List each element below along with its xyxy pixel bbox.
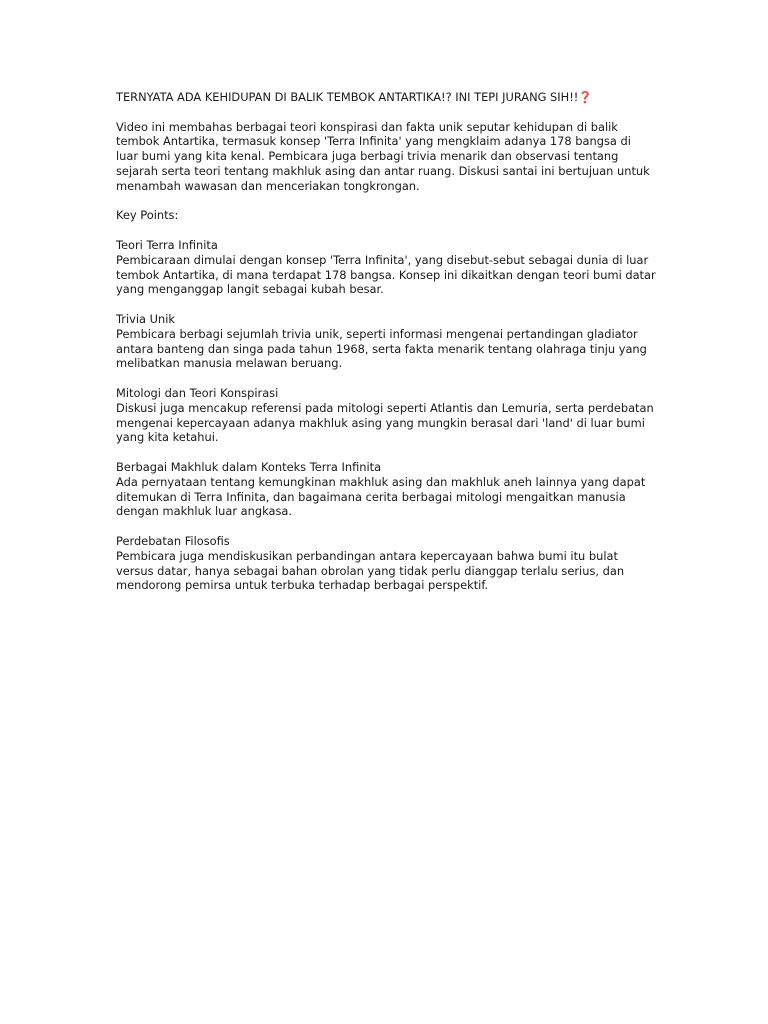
- section-title: Berbagai Makhluk dalam Konteks Terra Infinita: [116, 459, 382, 474]
- section-mitologi: [116, 386, 656, 445]
- key-points-label: Key Points:: [116, 208, 179, 223]
- section-trivia-unik: [116, 312, 656, 371]
- section-title: Perdebatan Filosofis: [116, 533, 230, 548]
- section-body: Pembicaraan dimulai dengan konsep 'Terra Infinita', yang disebut-sebut sebagai dunia di luar tembok Antartika, di mana terdapat 178 bangsa. Konsep ini dikaitkan dengan teori bumi datar yang menganggap langit sebagai kubah besar.: [116, 252, 656, 297]
- section-title: Trivia Unik: [116, 311, 175, 326]
- document-intro: Video ini membahas berbagai teori konspirasi dan fakta unik seputar kehidupan di balik tembok Antartika, termasuk konsep 'Terra Infinita' yang mengklaim adanya 178 bangsa di luar bumi yang kita kenal. Pembicara juga berbagi trivia menarik dan observasi tentang sejarah serta teori tentang makhluk asing dan antar ruang. Diskusi santai ini bertujuan untuk menambah wawasan dan menceriakan tongkrongan.: [116, 119, 650, 193]
- section-terra-infinita: [116, 238, 656, 297]
- document-content: [116, 90, 656, 608]
- section-body: Diskusi juga mencakup referensi pada mitologi seperti Atlantis dan Lemuria, serta perdebatan mengenai kepercayaan adanya makhluk asing yang mungkin berasal dari 'land' di luar bumi yang kita ketahui.: [116, 400, 654, 445]
- section-body: Pembicara berbagi sejumlah trivia unik, seperti informasi mengenai pertandingan gladiator antara banteng dan singa pada tahun 1968, serta fakta menarik tentang olahraga tinju yang melibatkan manusia melawan beruang.: [116, 326, 647, 371]
- section-title: Teori Terra Infinita: [116, 237, 218, 252]
- section-body: Pembicara juga mendiskusikan perbandingan antara kepercayaan bahwa bumi itu bulat versus datar, hanya sebagai bahan obrolan yang tidak perlu dianggap terlalu serius, dan mendorong pemirsa untuk terbuka terhadap berbagai perspektif.: [116, 548, 625, 593]
- section-perdebatan: [116, 534, 656, 593]
- document-title: TERNYATA ADA KEHIDUPAN DI BALIK TEMBOK ANTARTIKA!? INI TEPI JURANG SIH!!❓: [116, 90, 593, 104]
- section-title: Mitologi dan Teori Konspirasi: [116, 385, 279, 400]
- section-body: Ada pernyataan tentang kemungkinan makhluk asing dan makhluk aneh lainnya yang dapat ditemukan di Terra Infinita, dan bagaimana cerita berbagai mitologi mengaitkan manusia dengan makhluk luar angkasa.: [116, 474, 646, 519]
- section-makhluk: [116, 460, 656, 519]
